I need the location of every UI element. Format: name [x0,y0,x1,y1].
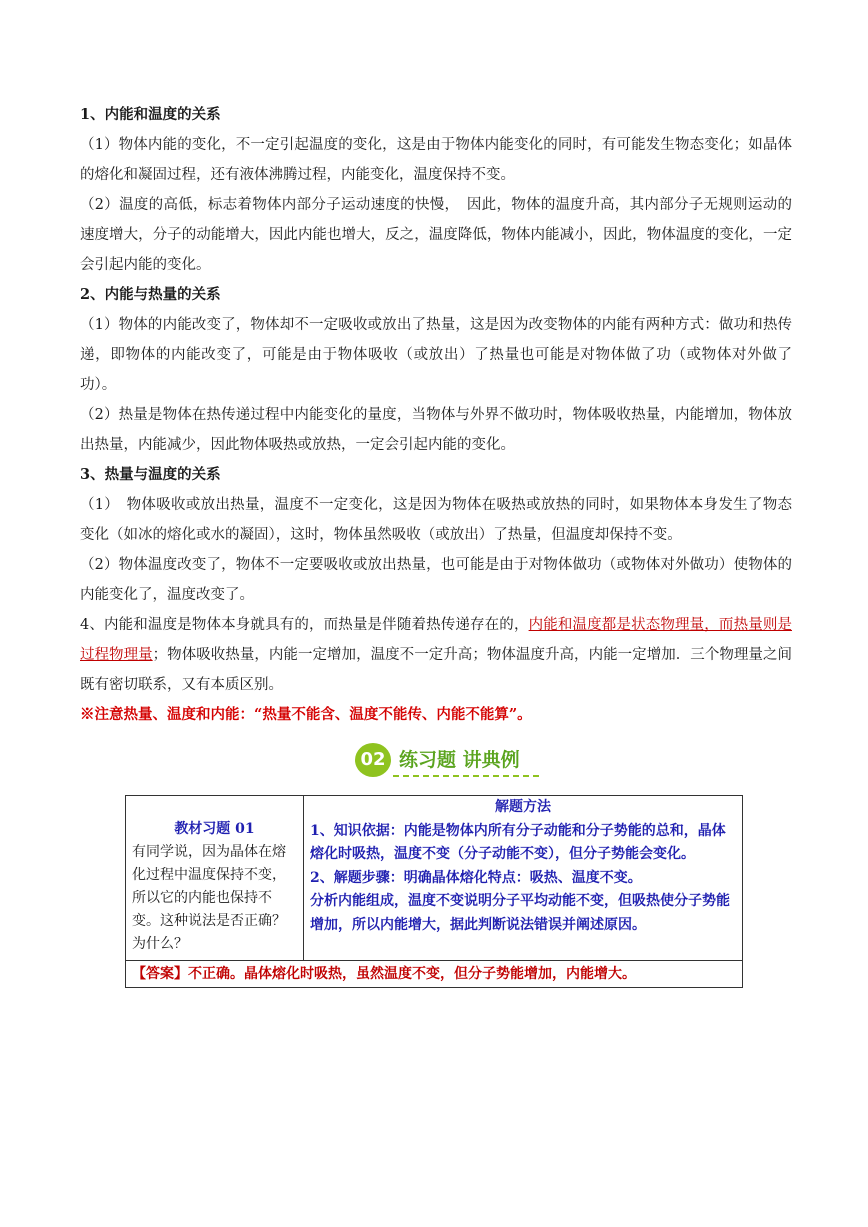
section-2-title: 2、内能与热量的关系 [80,286,221,303]
answer-cell: 【答案】不正确。晶体熔化时吸热，虽然温度不变，但分子势能增加，内能增大。 [126,961,743,988]
method-step-2: 2、解题步骤：明确晶体熔化特点：吸热、温度不变。 [310,869,642,886]
method-step-1: 1、知识依据：内能是物体内所有分子动能和分子势能的总和，晶体熔化时吸热，温度不变（分子动能不变），但分子势能会变化。 [310,822,726,862]
method-title: 解题方法 [495,799,551,815]
section-2-paragraph-2: （2）热量是物体在热传递过程中内能变化的量度，当物体与外界不做功时，物体吸收热量，内能增加，物体放出热量，内能减少，因此物体吸热或放热，一定会引起内能的变化。 [80,407,792,453]
method-cell [304,796,743,961]
section-2-paragraph-1: （1）物体的内能改变了，物体却不一定吸收或放出了热量，这是因为改变物体的内能有两种方式：做功和热传递，即物体的内能改变了，可能是由于物体吸收（或放出）了热量也可能是对物体做了功（或物体对外做了功）。 [80,317,792,393]
exercise-title: 教材习题 01 [174,821,255,837]
exercise-question: 有同学说，因为晶体在熔化过程中温度保持不变，所以它的内能也保持不变。这种说法是否正确？为什么？ [132,844,286,952]
section-1-paragraph-2: （2）温度的高低，标志着物体内部分子运动速度的快慢， 因此，物体的温度升高，其内部分子无规则运动的速度增大，分子的动能增大，因此内能也增大，反之，温度降低，物体内能减小，因此，物体温度的变化，一定会引起内能的变化。 [80,197,792,273]
method-step-3: 分析内能组成，温度不变说明分子平均动能不变，但吸热使分子势能增加，所以内能增大，据此判断说法错误并阐述原因。 [310,893,730,933]
section-3-paragraph-2: （2）物体温度改变了，物体不一定要吸收或放出热量，也可能是由于对物体做功（或物体对外做功）使物体的内能变化了，温度改变了。 [80,557,792,603]
banner-number-badge: 02 [355,743,391,777]
main-content [80,100,792,730]
section-3-paragraph-1: （1） 物体吸收或放出热量，温度不一定变化，这是因为物体在吸热或放热的同时，如果物体本身发生了物态变化（如冰的熔化或水的凝固），这时，物体虽然吸收（或放出）了热量，但温度却保持不变。 [80,497,792,543]
banner-title: 练习题 讲典例 [399,749,520,771]
section-3-title: 3、热量与温度的关系 [80,466,221,483]
section-4-highlight: 内能和温度都是状态物理量，而热量则是过程物理量 [80,617,792,663]
section-4-paragraph [80,610,792,700]
section-4-text-before: 4、内能和温度是物体本身就具有的，而热量是伴随着热传递存在的， [80,617,529,633]
section-1-paragraph-1: （1）物体内能的变化，不一定引起温度的变化，这是由于物体内能变化的同时，有可能发生物态变化；如晶体的熔化和凝固过程，还有液体沸腾过程，内能变化，温度保持不变。 [80,137,792,183]
example-row [126,796,743,961]
example-table [125,795,743,988]
answer-row [126,961,743,988]
banner-dashed-underline [393,775,539,777]
section-banner [355,743,555,783]
section-1-title: 1、内能和温度的关系 [80,106,221,123]
question-cell [126,796,304,961]
warning-note: ※注意热量、温度和内能：“热量不能含、温度不能传、内能不能算”。 [80,706,532,723]
section-4-text-after: ；物体吸收热量，内能一定增加，温度不一定升高；物体温度升高，内能一定增加．三个物理量之间既有密切联系，又有本质区别。 [80,647,792,693]
